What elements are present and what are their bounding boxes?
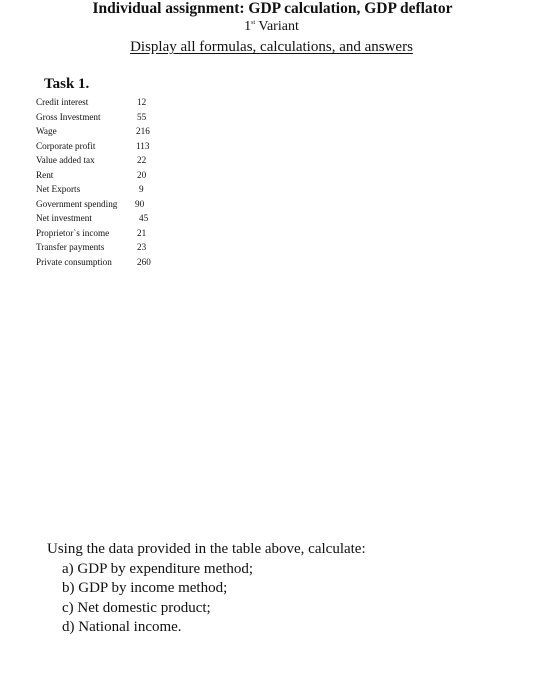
row-label: Net Exports xyxy=(36,184,81,195)
variant-line xyxy=(0,19,539,35)
question-block xyxy=(47,540,366,638)
row-label: Rent xyxy=(36,169,54,180)
row-value: 55 xyxy=(137,111,147,122)
question-item: a) GDP by expenditure method; xyxy=(62,560,254,577)
row-label: Value added tax xyxy=(36,155,95,166)
row-value: 216 xyxy=(136,126,150,137)
question-item: b) GDP by income method; xyxy=(62,580,228,596)
variant-label: Variant xyxy=(258,19,299,34)
instruction-line xyxy=(0,38,539,56)
row-label: Transfer payments xyxy=(36,242,105,253)
row-value: 45 xyxy=(139,213,149,224)
row-value: 23 xyxy=(137,242,147,253)
row-label: Government spending xyxy=(36,198,118,209)
row-value: 9 xyxy=(139,184,144,195)
question-item: d) National income. xyxy=(62,619,182,635)
row-label: Gross Investment xyxy=(36,111,101,122)
row-value: 20 xyxy=(137,169,147,180)
variant-suffix: st xyxy=(251,20,256,26)
instruction-text: Display all formulas, calculations, and answers xyxy=(130,39,413,55)
variant-number: 1 xyxy=(244,19,252,34)
row-value: 113 xyxy=(136,140,150,151)
row-value: 22 xyxy=(137,155,147,166)
task-title: Task 1. xyxy=(44,76,90,92)
row-label: Credit interest xyxy=(36,97,89,107)
row-value: 260 xyxy=(137,257,151,268)
row-value: 12 xyxy=(137,97,147,107)
row-label: Proprietor`s income xyxy=(36,227,110,238)
question-item: c) Net domestic product; xyxy=(62,599,211,616)
row-label: Net investment xyxy=(36,213,92,224)
row-value: 21 xyxy=(137,227,147,238)
row-label: Corporate profit xyxy=(36,140,96,151)
assignment-title: Individual assignment: GDP calculation, GDP deflator xyxy=(92,0,453,17)
row-label: Private consumption xyxy=(36,257,112,268)
row-value: 90 xyxy=(135,198,145,209)
question-intro: Using the data provided in the table above, calculate: xyxy=(47,541,366,557)
row-label: Wage xyxy=(36,126,57,137)
